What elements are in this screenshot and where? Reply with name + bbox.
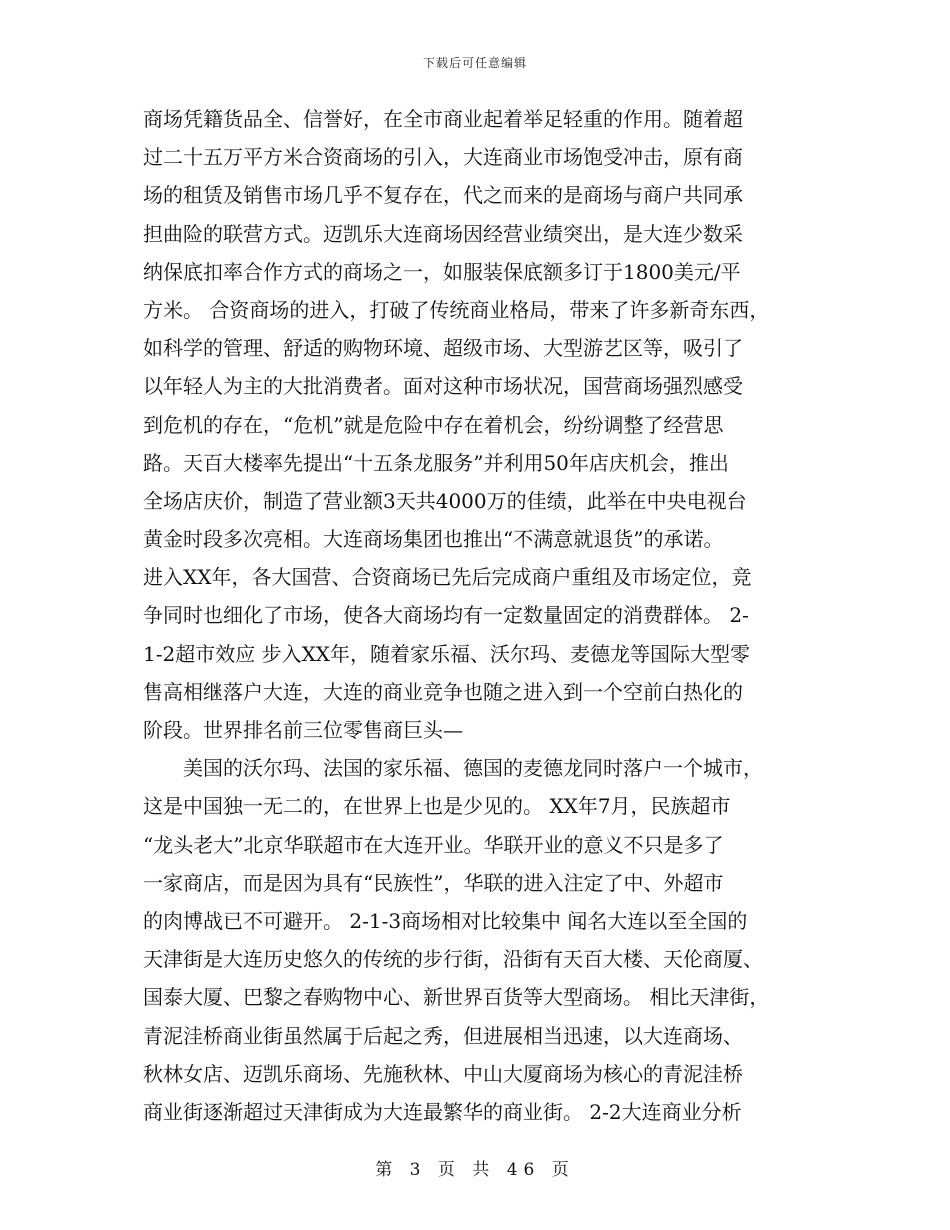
text-line: 售高相继落户大连，大连的商业竞争也随之进入到一个空前白热化的	[143, 679, 743, 704]
text-line: 担曲险的联营方式。迈凯乐大连商场因经营业绩突出，是大连少数采	[143, 221, 743, 246]
text-line: 天津街是大连历史悠久的传统的步行街，沿街有天百大楼、天伦商厦、	[143, 947, 763, 972]
text-line: 这是中国独一无二的，在世界上也是少见的。 XX年7月，民族超市	[143, 794, 731, 819]
text-line: 争同时也细化了市场，使各大商场均有一定数量固定的消费群体。 2-	[143, 603, 749, 628]
text-line: 进入XX年，各大国营、合资商场已先后完成商户重组及市场定位，竞	[143, 565, 752, 590]
text-line: 阶段。世界排名前三位零售商巨头—	[143, 718, 463, 742]
text-line: 1-2超市效应 步入XX年，随着家乐福、沃尔玛、麦德龙等国际大型零	[143, 641, 751, 666]
text-line: 全场店庆价，制造了营业额3天共4000万的佳绩，此举在中央电视台	[143, 488, 747, 513]
text-line: 青泥洼桥商业街虽然属于后起之秀，但进展相当迅速，以大连商场、	[143, 1023, 743, 1048]
text-line: 方米。 合资商场的进入，打破了传统商业格局，带来了许多新奇东西，	[143, 297, 770, 322]
text-line: 国泰大厦、巴黎之春购物中心、新世界百货等大型商场。 相比天津街，	[143, 985, 770, 1010]
text-line: 场的租赁及销售市场几乎不复存在，代之而来的是商场与商户共同承	[143, 183, 743, 208]
text-line: 商场凭籍货品全、信誉好，在全市商业起着举足轻重的作用。随着超	[143, 107, 743, 131]
text-line: “龙头老大”北京华联超市在大连开业。华联开业的意义不只是多了	[143, 832, 724, 857]
text-line: 一家商店，而是因为具有“民族性”，华联的进入注定了中、外超市	[143, 870, 724, 895]
page-number-footer: 第 3 页 共 46 页	[375, 1160, 575, 1180]
text-line: 以年轻人为主的大批消费者。面对这种市场状况，国营商场强烈感受	[143, 374, 743, 399]
text-line: 到危机的存在，“危机”就是危险中存在着机会，纷纷调整了经营思	[143, 412, 724, 437]
text-line: 的肉博战已不可避开。 2-1-3商场相对比较集中 闻名大连以至全国的	[143, 908, 748, 933]
text-line: 黄金时段多次亮相。大连商场集团也推出“不满意就退货”的承诺。	[143, 527, 724, 552]
text-line: 路。天百大楼率先提出“十五条龙服务”并利用50年店庆机会，推出	[143, 450, 729, 475]
page-header: 下载后可任意编辑	[422, 56, 527, 70]
text-line: 秋林女店、迈凯乐商场、先施秋林、中山大厦商场为核心的青泥洼桥	[143, 1061, 743, 1086]
text-line: 纳保底扣率合作方式的商场之一，如服装保底额多订于1800美元/平	[143, 259, 741, 284]
text-line: 商业街逐渐超过天津街成为大连最繁华的商业街。 2-2大连商业分析	[143, 1099, 742, 1124]
body-text	[143, 100, 823, 1131]
text-line: 过二十五万平方米合资商场的引入，大连商业市场饱受冲击，原有商	[143, 145, 743, 170]
text-line: 如科学的管理、舒适的购物环境、超级市场、大型游艺区等，吸引了	[143, 336, 743, 361]
paragraph-start-line: 美国的沃尔玛、法国的家乐福、德国的麦德龙同时落户一个城市，	[183, 756, 763, 781]
